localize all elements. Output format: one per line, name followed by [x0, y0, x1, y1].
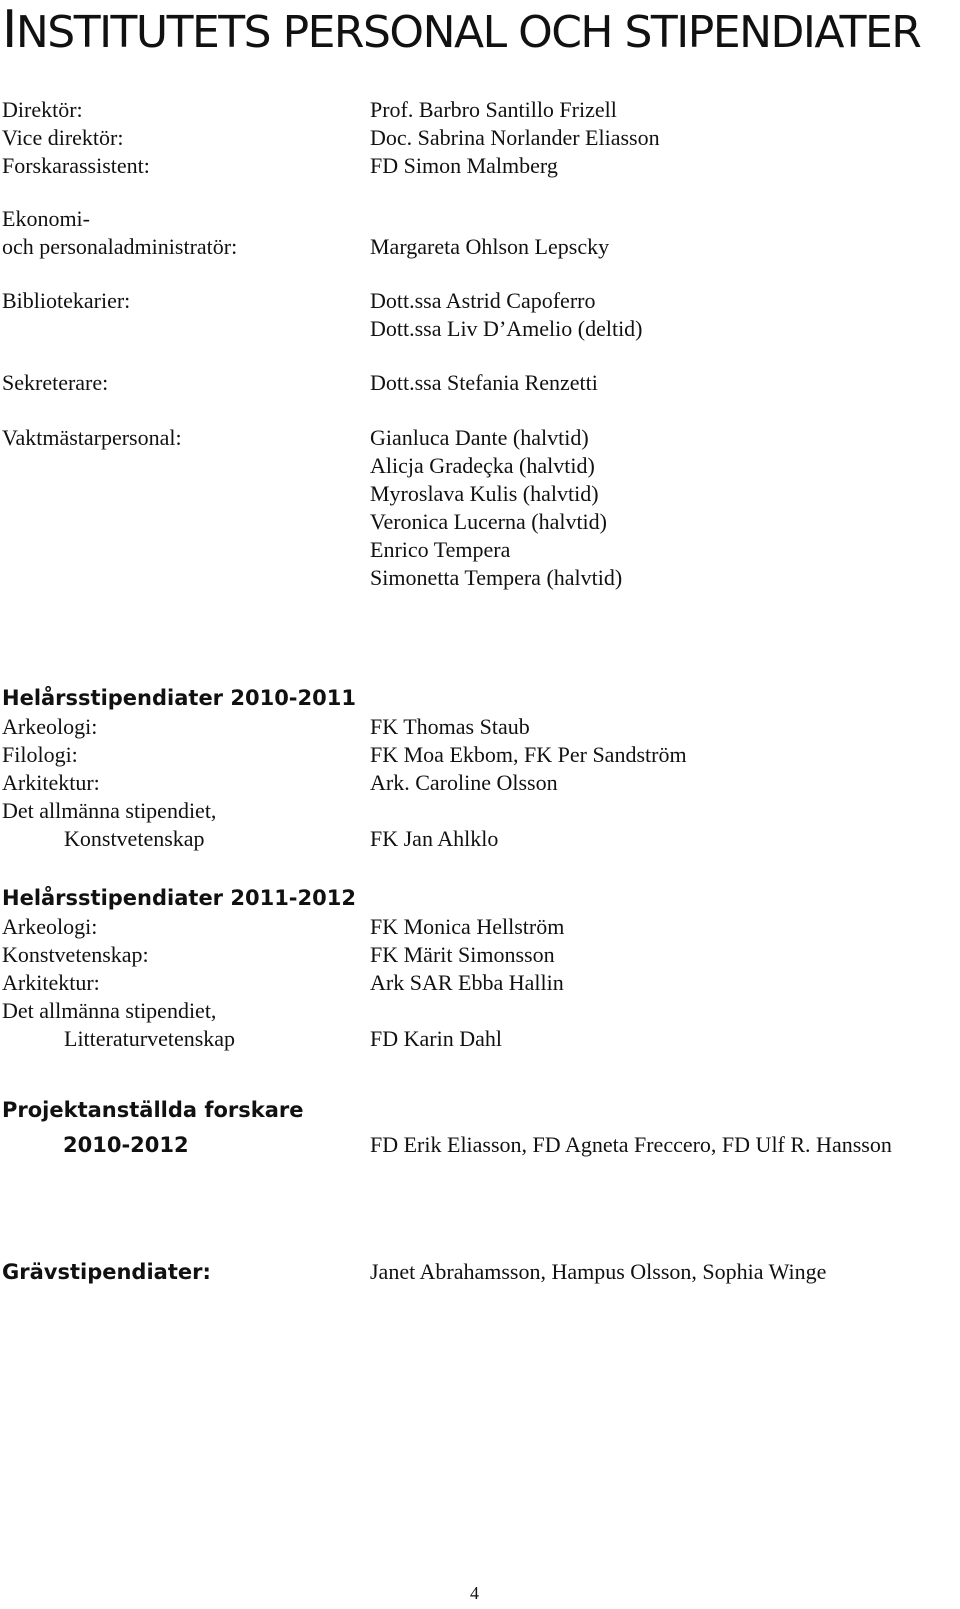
fellows-2010-labels: [2, 713, 216, 853]
secretary-label: Sekreterare:: [2, 370, 109, 395]
fellow-field-label: Arkitektur:: [2, 970, 100, 995]
vice-director-label: Vice direktör:: [2, 125, 124, 150]
general-fellowship-label: Det allmänna stipendiet,: [2, 998, 217, 1023]
caretaker-label: Vaktmästarpersonal:: [2, 425, 182, 450]
fellow-name: Ark SAR Ebba Hallin: [370, 970, 564, 995]
general-fellowship-field: Litteraturvetenskap: [64, 1026, 236, 1051]
fellows-2010-names: [370, 713, 687, 853]
excavation-heading: Grävstipendiater:: [2, 1260, 211, 1284]
econ-name: Margareta Ohlson Lepscky: [370, 234, 610, 259]
fellow-field-label: Arkeologi:: [2, 914, 98, 939]
fellow-name: Ark. Caroline Olsson: [370, 770, 558, 795]
librarian-name: Dott.ssa Astrid Capoferro: [370, 288, 596, 313]
econ-label: [2, 205, 237, 261]
caretaker-name: Enrico Tempera: [370, 537, 511, 562]
caretaker-name: Gianluca Dante (halvtid): [370, 425, 589, 450]
econ-label-line-2: och personaladministratör:: [2, 234, 238, 259]
project-period: 2010-2012: [63, 1133, 189, 1157]
librarian-name: Dott.ssa Liv D’Amelio (deltid): [370, 316, 643, 341]
page-number: 4: [470, 1583, 479, 1603]
caretaker-names: [370, 424, 622, 592]
general-fellowship-field: Konstvetenskap: [64, 826, 205, 851]
fellows-2010-heading: Helårsstipendiater 2010-2011: [2, 686, 356, 710]
librarian-label: Bibliotekarier:: [2, 288, 131, 313]
general-fellow-name: FK Jan Ahlklo: [370, 826, 499, 851]
fellow-field-label: Konstvetenskap:: [2, 942, 149, 967]
fellow-name: FK Thomas Staub: [370, 714, 530, 739]
staff-names: [370, 96, 660, 180]
staff-labels: [2, 96, 150, 180]
director-name: Prof. Barbro Santillo Frizell: [370, 97, 617, 122]
fellow-field-label: Arkitektur:: [2, 770, 100, 795]
general-fellow-name: FD Karin Dahl: [370, 1026, 502, 1051]
fellows-2011-labels: [2, 913, 235, 1053]
caretaker-name: Myroslava Kulis (halvtid): [370, 481, 599, 506]
excavation-names: Janet Abrahamsson, Hampus Olsson, Sophia Winge: [370, 1259, 827, 1284]
assistant-label: Forskarassistent:: [2, 153, 150, 178]
librarian-names: [370, 287, 643, 343]
general-fellowship-label: Det allmänna stipendiet,: [2, 798, 217, 823]
caretaker-name: Alicja Gradeçka (halvtid): [370, 453, 595, 478]
fellow-name: FK Märit Simonsson: [370, 942, 555, 967]
caretaker-name: Simonetta Tempera (halvtid): [370, 565, 623, 590]
fellow-name: FK Monica Hellström: [370, 914, 565, 939]
project-heading: Projektanställda forskare: [2, 1098, 304, 1122]
secretary-name: Dott.ssa Stefania Renzetti: [370, 370, 598, 395]
econ-label-line-1: Ekonomi-: [2, 206, 90, 231]
vice-director-name: Doc. Sabrina Norlander Eliasson: [370, 125, 660, 150]
fellow-field-label: Arkeologi:: [2, 714, 98, 739]
project-names: FD Erik Eliasson, FD Agneta Freccero, FD Ulf R. Hansson: [370, 1132, 892, 1157]
caretaker-name: Veronica Lucerna (halvtid): [370, 509, 607, 534]
fellows-2011-names: [370, 913, 564, 1053]
page-title: INSTITUTETS PERSONAL OCH STIPENDIATER: [2, 0, 921, 60]
director-label: Direktör:: [2, 97, 83, 122]
fellow-name: FK Moa Ekbom, FK Per Sandström: [370, 742, 687, 767]
fellows-2011-heading: Helårsstipendiater 2011-2012: [2, 886, 356, 910]
assistant-name: FD Simon Malmberg: [370, 153, 558, 178]
fellow-field-label: Filologi:: [2, 742, 78, 767]
